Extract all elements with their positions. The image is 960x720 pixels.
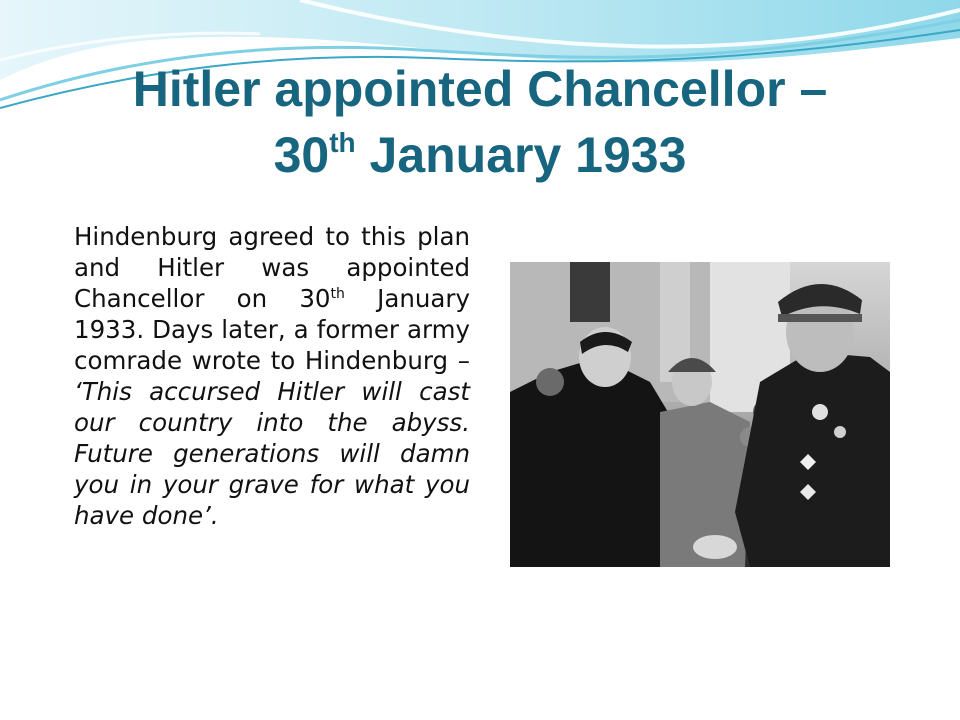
- slide-body-text: [74, 221, 470, 531]
- body-quote: ‘This accursed Hitler will cast our country into the abyss. Future generations will damn you in your grave for what you have done’.: [74, 377, 470, 530]
- title-date-rest: January 1933: [355, 127, 687, 183]
- title-number: 30: [273, 127, 330, 183]
- body-text-part1: Hindenburg agreed to this plan and Hitler was appointed Chancellor on 30: [74, 222, 470, 313]
- historical-photo-icon: [510, 262, 890, 567]
- body-text-part2: January 1933. Days later, a former army comrade wrote to Hindenburg –: [74, 284, 471, 375]
- title-superscript: th: [329, 127, 356, 159]
- title-line-1: Hitler appointed Chancellor –: [132, 61, 828, 117]
- body-superscript: th: [330, 285, 345, 302]
- slide-title: [0, 56, 960, 188]
